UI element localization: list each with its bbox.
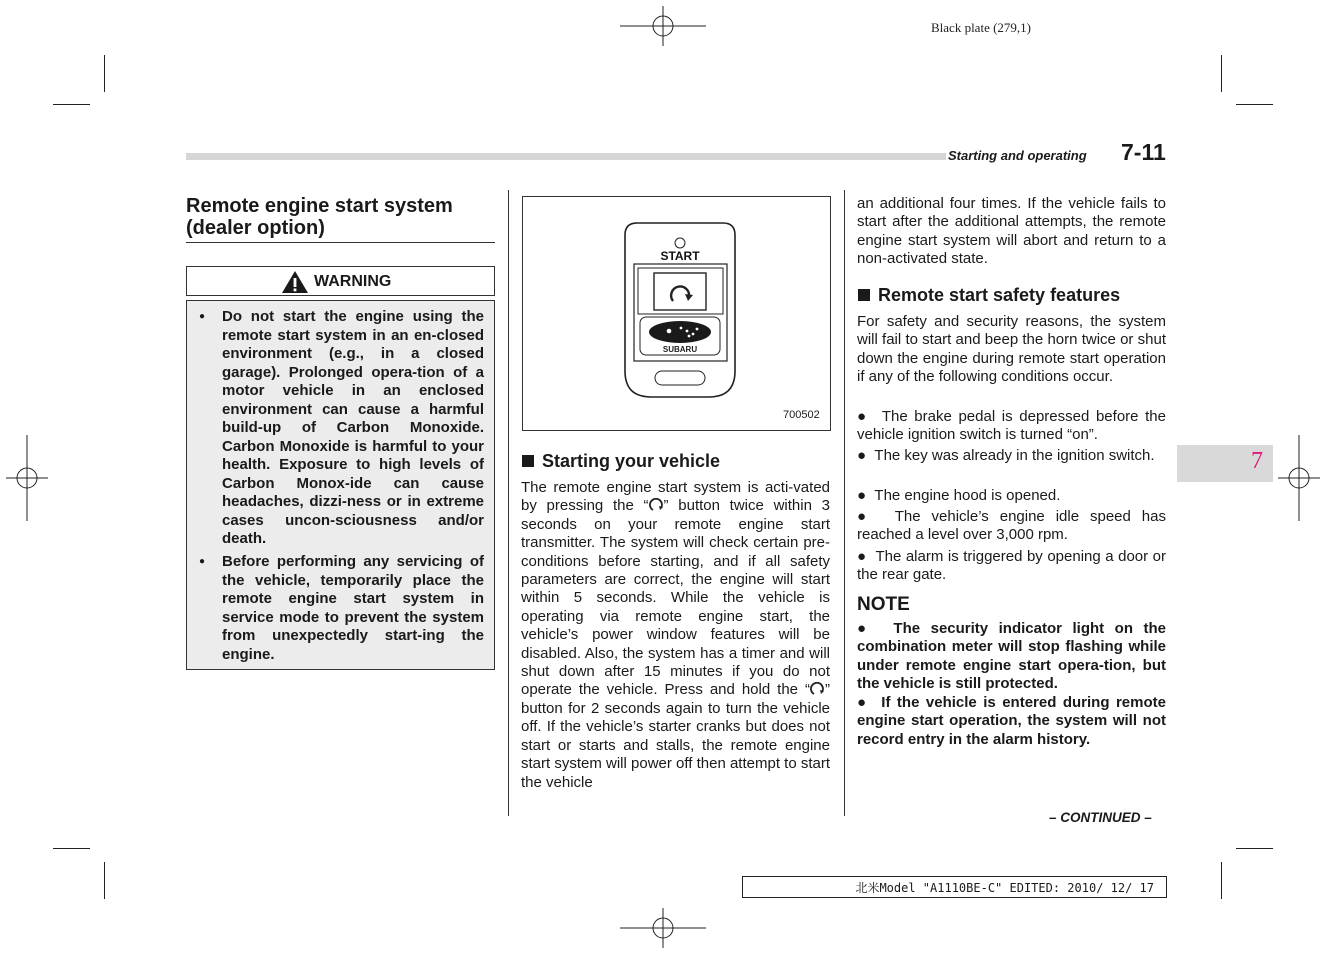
crop-mark <box>104 862 105 899</box>
column-divider <box>508 190 509 816</box>
registration-mark-icon <box>6 435 48 521</box>
bullet-icon: ● <box>199 311 206 322</box>
subsection-heading: Remote start safety features <box>858 285 1120 306</box>
body-paragraph: For safety and security reasons, the system will fail to start and beep the horn twice or shut down the engine during remote start operation if any of the following conditions occur. <box>857 313 1166 386</box>
start-button-icon <box>649 498 664 512</box>
crop-mark <box>1221 862 1222 899</box>
crop-mark <box>104 55 105 92</box>
warning-box <box>186 300 495 670</box>
footer-text: 北米Model "A1110BE-C" EDITED: 2010/ 12/ 17 <box>855 881 1154 895</box>
subaru-logo-icon <box>649 321 711 343</box>
chapter-tab <box>1177 445 1273 482</box>
registration-mark-icon <box>1278 435 1320 521</box>
crop-mark <box>1221 55 1222 92</box>
remote-figure <box>522 196 831 431</box>
condition-item: ● The alarm is triggered by opening a door or the rear gate. <box>857 548 1166 584</box>
bullet-icon: ● <box>857 408 882 425</box>
crop-mark <box>53 104 90 105</box>
start-button-icon <box>810 682 825 696</box>
square-bullet-icon <box>522 455 534 467</box>
column-divider <box>844 190 845 816</box>
start-label: START <box>660 249 700 263</box>
brand-label: SUBARU <box>662 345 698 354</box>
condition-item: ● The vehicle’s engine idle speed has reached a level over 3,000 rpm. <box>857 508 1166 544</box>
condition-item: ● The key was already in the ignition switch. <box>857 447 1155 464</box>
bullet-icon: ● <box>857 487 875 504</box>
warning-item: ● Do not start the engine using the remote start system in an en-closed environment (e.g., in a closed garage). Prolonged opera-tion of a motor vehicle in an enclosed environment can cause a harmful build-up of Carbon Monoxide. Carbon Monoxide is harmful to your health. Exposure to high levels of Carbon Monox-ide can cause headaches, dizzi-ness or in extreme cases uncon-sciousness and/or death. <box>199 308 484 547</box>
chapter-tab-number: 7 <box>1251 448 1263 474</box>
crop-mark <box>1236 848 1273 849</box>
bullet-icon: ● <box>857 508 895 525</box>
warning-item: ● Before performing any servicing of the vehicle, temporarily place the remote engine start system in service mode to prevent the system from unexpectedly start-ing the engine. <box>199 553 484 663</box>
crop-mark <box>1236 104 1273 105</box>
remote-transmitter-illustration <box>623 221 738 401</box>
bullet-icon: ● <box>857 694 882 711</box>
body-paragraph: The remote engine start system is acti-vated by pressing the “ ” button twice within 3 seconds on your remote engine start transmitter. The system will check certain pre-conditions before starting, and if all safety parameters are correct, the engine will start within 5 seconds. While the vehicle is operating via remote engine start, the vehicle’s power window features will be disabled. Also, the system has a timer and will shut down after 15 minutes if you do not operate the vehicle. Press and hold the “ ” button for 2 seconds again to turn the vehicle off. If the vehicle’s starter cranks but does not start or starts and stalls, the remote engine start system will power off then attempt to start the vehicle <box>521 479 831 791</box>
condition-item: ● The engine hood is opened. <box>857 487 1061 504</box>
square-bullet-icon <box>858 289 870 301</box>
note-item: ● The security indicator light on the combination meter will stop flashing while under remote engine start opera-tion, but the vehicle is still protected. <box>857 620 1166 693</box>
header-bar <box>186 153 946 160</box>
section-title: Remote engine start system (dealer option) <box>186 195 453 239</box>
registration-mark-icon <box>620 6 706 46</box>
bullet-icon: ● <box>857 620 894 637</box>
footer-box <box>742 876 1167 898</box>
warning-triangle-icon <box>281 270 309 294</box>
warning-label: WARNING <box>314 273 392 290</box>
bullet-icon: ● <box>857 548 876 565</box>
note-heading: NOTE <box>857 594 910 615</box>
plate-label: Black plate (279,1) <box>931 20 1031 35</box>
continuation-paragraph: an additional four times. If the vehicle fails to start after the additional attempts, the remote engine start system will abort and return to a non-activated state. <box>857 195 1166 268</box>
subsection-heading: Starting your vehicle <box>522 451 720 472</box>
bullet-icon: ● <box>857 447 875 464</box>
continued-label: – CONTINUED – <box>1049 810 1152 825</box>
warning-header <box>186 266 495 296</box>
bullet-icon: ● <box>199 556 206 567</box>
title-rule <box>186 242 495 243</box>
page-number: 7-11 <box>1121 139 1166 165</box>
condition-item: ● The brake pedal is depressed before the vehicle ignition switch is turned “on”. <box>857 408 1166 444</box>
figure-code: 700502 <box>783 409 820 421</box>
registration-mark-icon <box>620 908 706 948</box>
running-head: Starting and operating <box>948 148 1087 163</box>
crop-mark <box>53 848 90 849</box>
note-item: ● If the vehicle is entered during remote engine start operation, the system will not record entry in the alarm history. <box>857 694 1166 748</box>
